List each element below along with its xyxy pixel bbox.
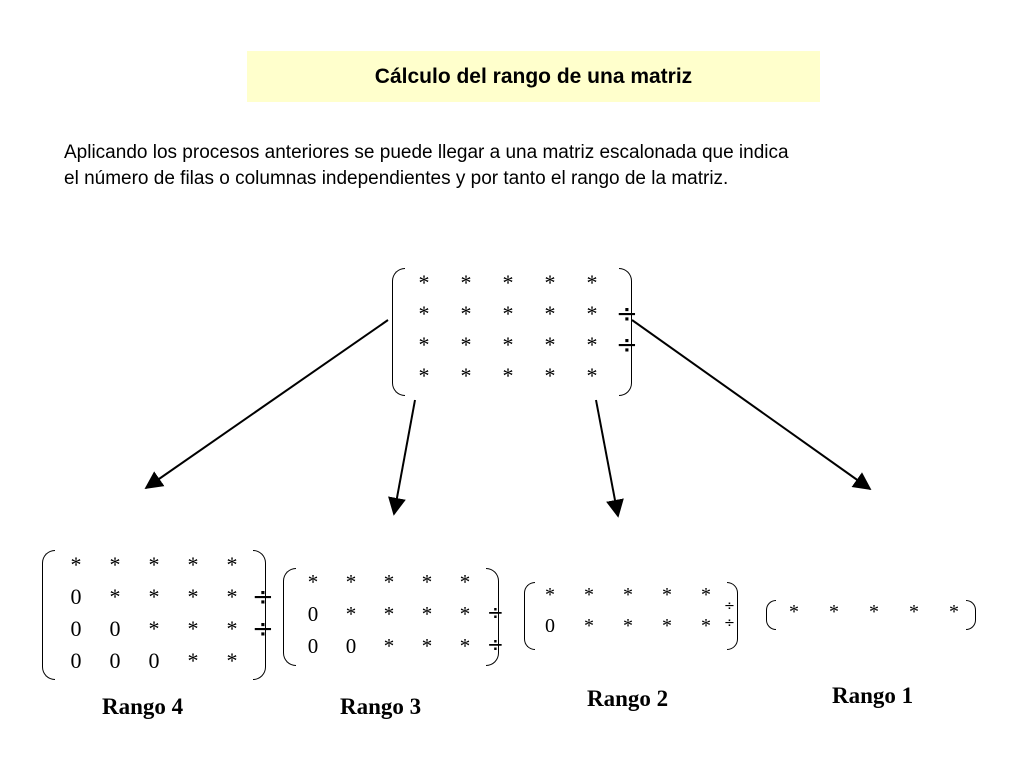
intro-line-1: Aplicando los procesos anteriores se puede llegar a una matriz escalonada que indica [64, 142, 789, 163]
source-cell: * [460, 270, 472, 295]
rango-4-cell: * [226, 584, 238, 609]
rango-3-division-mark: ÷ [487, 632, 504, 656]
rango-2-matrix [524, 582, 738, 650]
rango-3-cell: * [459, 570, 471, 594]
intro-line-2: el número de filas o columnas independientes y por tanto el rango de la matriz. [64, 168, 729, 189]
rango-1-cell: * [789, 601, 799, 623]
rango-4-cell: 0 [70, 584, 82, 609]
source-cell: * [544, 363, 556, 388]
source-cell: * [586, 332, 598, 357]
rango-2-division-mark: ÷ [724, 599, 735, 615]
rango-3-cell: 0 [307, 602, 319, 626]
rango-4-label: Rango 4 [102, 694, 184, 719]
rango-3-cell: * [345, 602, 357, 626]
rango-2-label: Rango 2 [587, 686, 669, 711]
source-cell: * [418, 363, 430, 388]
source-cell: * [418, 332, 430, 357]
rango-2-division-mark: ÷ [724, 616, 735, 632]
rango-3-cell: * [459, 602, 471, 626]
source-cell: * [502, 301, 514, 326]
source-cell: * [502, 363, 514, 388]
source-cell: * [460, 332, 472, 357]
rango-4-cell: * [226, 552, 238, 577]
rango-4-cell: * [226, 616, 238, 641]
rango-4-cell: * [187, 616, 199, 641]
rango-4-cell: 0 [109, 616, 121, 641]
source-cell: * [502, 270, 514, 295]
source-cell: * [502, 332, 514, 357]
source-matrix-left-bracket [392, 268, 405, 396]
rango-2-cell: * [662, 584, 672, 606]
rango-2-cell: * [701, 615, 711, 637]
source-cell: * [544, 332, 556, 357]
rango-2-cell: * [623, 584, 633, 606]
rango-4-cell: * [226, 648, 238, 673]
rango-2-cell: * [584, 615, 594, 637]
arrow-to-rango-3 [394, 400, 415, 514]
rango-4-cell: * [109, 584, 121, 609]
source-cell: * [586, 363, 598, 388]
rango-1-cell: * [949, 601, 959, 623]
rango-1-left-bracket [766, 600, 776, 630]
rango-2-left-bracket [524, 582, 535, 650]
rango-3-cell: * [307, 570, 319, 594]
arrow-to-rango-4 [146, 320, 388, 488]
rango-4-matrix [42, 550, 274, 680]
source-cell: * [460, 363, 472, 388]
rango-3-left-bracket [283, 568, 296, 666]
rango-3-cell: 0 [307, 634, 319, 658]
arrow-to-rango-2 [596, 400, 618, 516]
rango-4-division-mark: ÷ [252, 582, 274, 612]
rango-2-cell: * [701, 584, 711, 606]
rango-4-cell: * [148, 552, 160, 577]
rango-4-cell: * [187, 552, 199, 577]
source-cell: * [418, 270, 430, 295]
rango-2-cell: * [584, 584, 594, 606]
rango-3-cell: * [383, 634, 395, 658]
source-cell: * [586, 301, 598, 326]
rango-1-matrix [766, 600, 976, 630]
rango-4-cell: * [109, 552, 121, 577]
rango-3-cell: * [383, 570, 395, 594]
rango-3-cell: * [345, 570, 357, 594]
rango-2-cell: 0 [545, 615, 555, 637]
rango-3-cell: * [421, 634, 433, 658]
rango-2-cell: * [662, 615, 672, 637]
rango-4-cell: * [70, 552, 82, 577]
rango-4-cell: 0 [70, 648, 82, 673]
rango-3-cell: * [459, 634, 471, 658]
rango-3-cell: * [383, 602, 395, 626]
rango-2-cell: * [545, 584, 555, 606]
source-division-mark: ÷ [616, 330, 638, 360]
source-division-mark: ÷ [616, 299, 638, 329]
rango-3-cell: * [421, 570, 433, 594]
rango-4-left-bracket [42, 550, 55, 680]
rango-4-cell: * [148, 584, 160, 609]
rango-4-cell: 0 [109, 648, 121, 673]
rango-4-division-mark: ÷ [252, 614, 274, 644]
slide-title-text: Cálculo del rango de una matriz [374, 64, 693, 88]
rango-1-right-bracket [966, 600, 976, 630]
source-cell: * [544, 270, 556, 295]
rango-4-cell: * [187, 584, 199, 609]
rango-3-division-mark: ÷ [487, 600, 504, 624]
source-cell: * [460, 301, 472, 326]
source-matrix [392, 268, 638, 396]
rango-4-cell: 0 [70, 616, 82, 641]
arrow-to-rango-1 [632, 320, 870, 489]
source-cell: * [586, 270, 598, 295]
rango-1-label: Rango 1 [832, 683, 914, 708]
rango-3-cell: * [421, 602, 433, 626]
rango-4-cell: 0 [148, 648, 160, 673]
source-cell: * [544, 301, 556, 326]
rango-4-cell: * [148, 616, 160, 641]
rango-2-cell: * [623, 615, 633, 637]
source-cell: * [418, 301, 430, 326]
rango-1-cell: * [829, 601, 839, 623]
rango-3-cell: 0 [345, 634, 357, 658]
rango-4-cell: * [187, 648, 199, 673]
rango-3-matrix [283, 568, 504, 666]
rango-1-cell: * [909, 601, 919, 623]
rango-1-cell: * [869, 601, 879, 623]
rango-3-label: Rango 3 [340, 694, 422, 719]
